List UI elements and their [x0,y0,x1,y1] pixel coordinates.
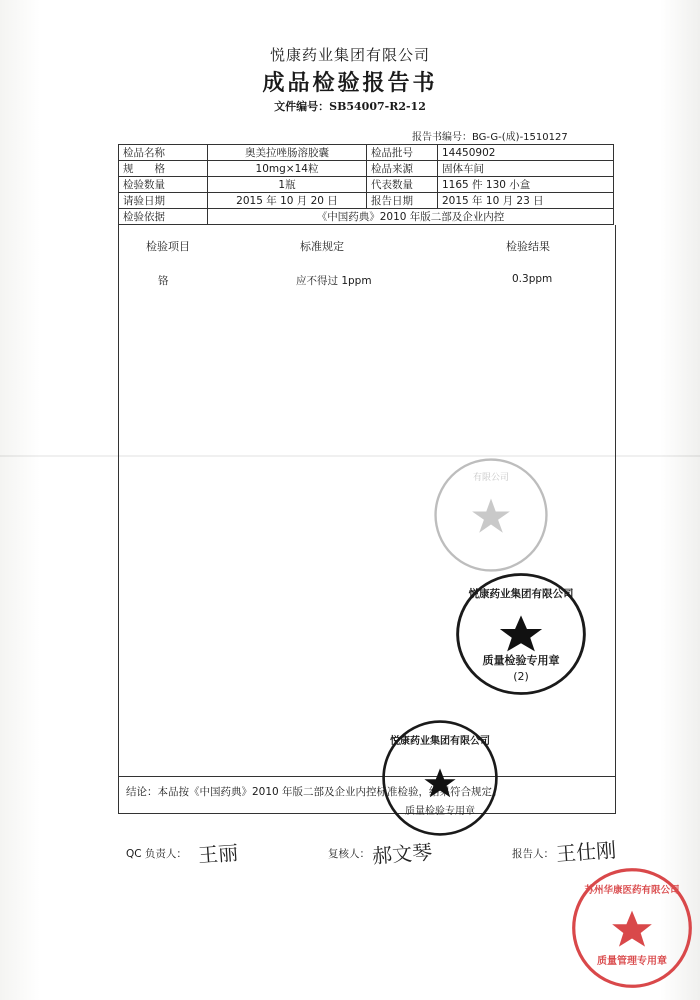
red-stamp-label: 质量管理专用章 [597,956,667,967]
table-row [119,161,614,177]
result-item: 铬 [158,275,169,287]
conclusion-text: 结论：本品按《中国药典》2010 年版二部及企业内控标准检验，结果符合规定。 [126,786,503,798]
request-date-value: 2015 年 10 月 20 日 [208,193,367,209]
report-date-label: 报告日期 [367,193,438,209]
rep-qty-value: 1165 件 130 小盒 [438,177,614,193]
bottom-stamp-label: 质量检验专用章 [405,806,475,817]
table-row [119,209,614,225]
report-title: 成品检验报告书 [262,71,438,96]
batch-label: 检品批号 [367,145,438,161]
info-table [118,144,614,225]
red-stamp [570,866,694,990]
batch-value: 14450902 [438,145,614,161]
bottom-stamp-company: 悦康药业集团有限公司 [390,736,490,747]
table-row [119,145,614,161]
col-header-item: 检验项目 [146,240,190,253]
table-row [119,193,614,209]
report-date-value: 2015 年 10 月 23 日 [438,193,614,209]
faded-stamp [432,456,550,574]
quantity-value: 1瓶 [208,177,367,193]
faded-stamp-text: 有限公司 [472,473,509,483]
red-stamp-company: 苏州华康医药有限公司 [584,885,680,896]
quality-stamp-label: 质量检验专用章 [482,654,560,667]
product-name-label: 检品名称 [119,145,208,161]
report-number: 报告书编号：BG-G-(成)-1510127 [412,132,568,143]
qc-label: QC 负责人： [126,848,187,860]
conclusion-divider [118,776,616,777]
document-number: 文件编号：SB54007-R2-12 [274,100,426,113]
reporter-label: 报告人： [512,848,554,860]
source-label: 检品来源 [367,161,438,177]
quality-stamp-number: (2) [513,670,529,683]
qc-signature: 王丽 [197,840,239,868]
request-date-label: 请验日期 [119,193,208,209]
reporter-signature: 王仕刚 [555,837,617,867]
quality-stamp [455,572,587,696]
source-value: 固体车间 [438,161,614,177]
quality-stamp-company: 悦康药业集团有限公司 [468,588,574,600]
rep-qty-label: 代表数量 [367,177,438,193]
bottom-stamp [380,718,500,838]
spec-value: 10mg×14粒 [208,161,367,177]
reviewer-label: 复核人： [328,848,370,860]
result-standard: 应不得过 1ppm [296,275,372,287]
col-header-standard: 标准规定 [300,240,344,253]
spec-label: 规 格 [119,161,208,177]
basis-label: 检验依据 [119,209,208,225]
quantity-label: 检验数量 [119,177,208,193]
col-header-result: 检验结果 [506,240,550,253]
reviewer-signature: 郝文琴 [371,839,433,869]
table-row [119,177,614,193]
product-name-value: 奥美拉唑肠溶胶囊 [208,145,367,161]
company-name: 悦康药业集团有限公司 [269,46,430,64]
result-value: 0.3ppm [512,273,553,285]
basis-value: 《中国药典》2010 年版二部及企业内控 [208,209,614,225]
